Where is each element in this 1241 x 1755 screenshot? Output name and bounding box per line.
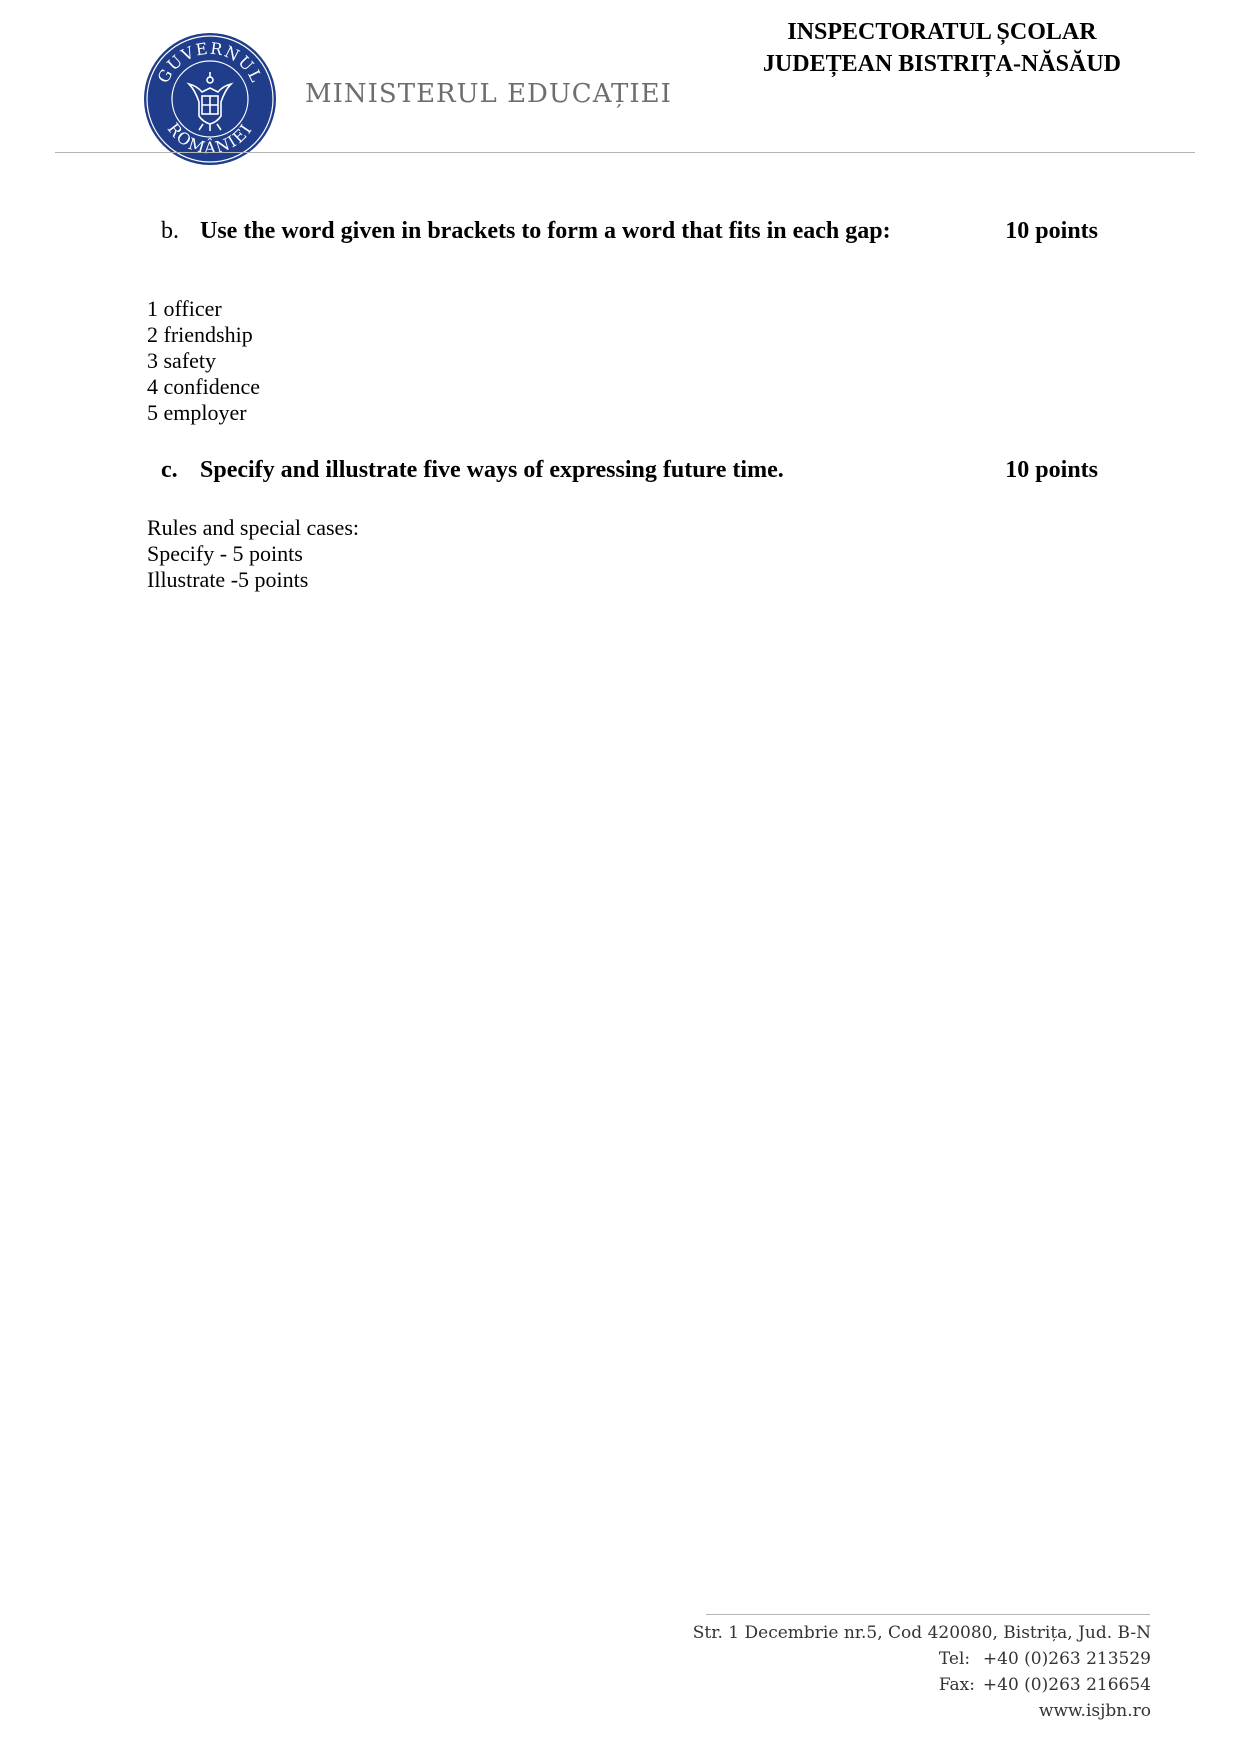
svg-text:ROMÂNIEI: ROMÂNIEI xyxy=(163,119,257,158)
section-c-heading xyxy=(161,455,1098,485)
inspectorate-title xyxy=(763,16,1121,80)
answer-item-1: 1 officer xyxy=(147,296,222,321)
footer-fax: +40 (0)263 216654 xyxy=(982,1675,1151,1695)
note-specify: Specify - 5 points xyxy=(147,541,303,566)
inspectorate-line-1: INSPECTORATUL ȘCOLAR xyxy=(787,19,1097,45)
section-c-notes xyxy=(147,515,359,593)
section-b-letter: b. xyxy=(161,218,179,244)
section-c-letter: c. xyxy=(161,457,178,483)
footer-contact xyxy=(693,1620,1151,1724)
footer-tel: +40 (0)263 213529 xyxy=(982,1649,1151,1669)
footer-divider xyxy=(706,1614,1150,1615)
answer-item-5: 5 employer xyxy=(147,400,247,425)
note-illustrate: Illustrate -5 points xyxy=(147,567,309,592)
footer-address: Str. 1 Decembrie nr.5, Cod 420080, Bistrița, Jud. B-N xyxy=(692,1623,1151,1643)
answer-item-3: 3 safety xyxy=(147,348,217,373)
footer-fax-line xyxy=(693,1672,1151,1698)
footer-tel-line xyxy=(693,1646,1151,1672)
ministry-name: MINISTERUL EDUCAȚIEI xyxy=(305,79,672,109)
footer-fax-label: Fax: xyxy=(938,1675,975,1695)
inspectorate-line-2: JUDEȚEAN BISTRIȚA-NĂSĂUD xyxy=(762,51,1121,77)
footer-tel-label: Tel: xyxy=(938,1649,971,1669)
footer-website-link[interactable]: www.isjbn.ro xyxy=(1038,1701,1151,1721)
section-c-points: 10 points xyxy=(1005,457,1098,483)
section-b-answer-list xyxy=(147,296,260,426)
svg-text:GUVERNUL: GUVERNUL xyxy=(153,38,267,87)
answer-item-4: 4 confidence xyxy=(147,374,260,399)
section-b-instruction: Use the word given in brackets to form a word that fits in each gap: xyxy=(200,218,891,244)
note-rules: Rules and special cases: xyxy=(147,515,359,540)
answer-item-2: 2 friendship xyxy=(147,322,253,347)
section-b-heading xyxy=(161,216,1098,246)
section-b-points: 10 points xyxy=(1005,218,1098,244)
government-seal-logo xyxy=(143,32,277,166)
section-c-instruction: Specify and illustrate five ways of expressing future time. xyxy=(200,457,784,483)
header-divider xyxy=(55,152,1195,153)
